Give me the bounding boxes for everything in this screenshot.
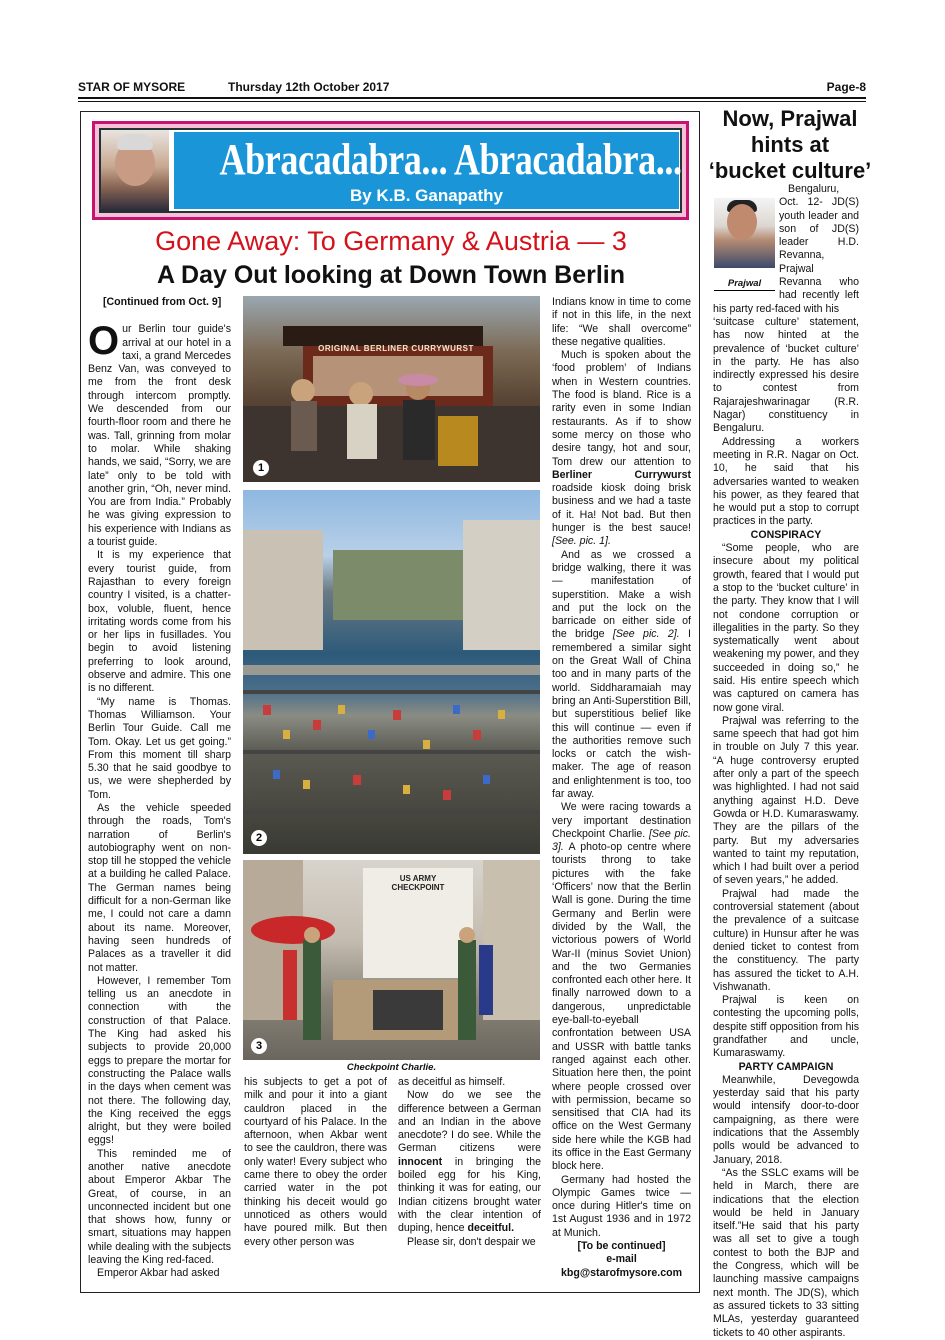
paragraph: Addressing a workers meeting in R.R. Nagar on Oct. 10, he said that his adversaries wanted to weaken his power, as they feared that he would put a stop to corrupt practices in the party. xyxy=(713,435,859,528)
photo-caption: Checkpoint Charlie. xyxy=(346,1062,437,1073)
author-portrait-hair xyxy=(117,134,153,150)
paragraph: Please sir, don't despair we xyxy=(407,1235,536,1248)
email-label: e-mail xyxy=(606,1253,637,1266)
column-title: Abracadabra... Abracadabra... xyxy=(219,135,682,184)
paragraph: Much is spoken about the ‘food problem’ of Indians when in Western countries. The food is bland. Rice is a rarity even in some Indian restaurants. As if to show some mercy on those who desire tangy, hot and sour, Tom drew our attention to Berliner Currywurst roadside kiosk doing brisk business and we had a taste of it. Ha! Not bad. But then hunger is the best sauce! [See. pic. 1]. xyxy=(552,349,691,548)
photo-number-badge: 3 xyxy=(251,1038,267,1054)
article-subheadline: A Day Out looking at Down Town Berlin xyxy=(156,261,626,289)
paragraph: Prajwal is keen on contesting the upcoming polls, despite stiff opposition from his grandfather and uncle, Kumaraswamy. xyxy=(713,994,859,1060)
sidebar-subhead: CONSPIRACY xyxy=(750,528,822,541)
author-email-link[interactable]: kbg@starofmysore.com xyxy=(560,1266,682,1279)
paragraph: We were racing towards a very important destination Checkpoint Charlie. [See pic. 3]. A photo-op centre where tourists throng to take pictures with the fake ‘Officers’ now that the Berlin Wall is gone. During the time Germany and Berlin were divided by the Wall, the victorious powers of World War-II (minus Soviet Union) and the two Germanies confronted each other here. It finally narrowed down to a dangerous, unpredictable eye-ball-to-eyeball confrontation between USA and USSR with battle tanks ranged against each other. Situation here then, the point where people crossed over with permission, became so sensitised that CIA had its office on the West Germany side here while the KGB had its office in the East Germany block here. xyxy=(552,801,691,1173)
photo-checkpoint-charlie xyxy=(243,860,540,1060)
article-column-2 xyxy=(244,1076,387,1286)
masthead-rule-thin xyxy=(78,101,866,102)
paragraph: And as we crossed a bridge walking, there it was — manifestation of superstition. Make a wish and put the lock on the barricade on either side of the bridge [See pic. 2]. I remembered a similar sight on the Great Wall of China too and in many parts of the world. Siddharamaiah may bring an Anti-Superstition Bill, but superstitious belief like this will continue — even if the authorities remove such locks or catch the wish-maker. The age of reason and enlightenment is too, too far away. xyxy=(552,548,691,800)
checkpoint-sign-text: US ARMY CHECKPOINT xyxy=(391,874,445,892)
byline: By K.B. Ganapathy xyxy=(349,186,504,205)
paragraph: Meanwhile, Devegowda yesterday said that his party would intensify door-to-door campaigning, as there were indications that the Assembly polls would be advanced to January, 2018. xyxy=(713,1073,859,1166)
sidebar-subhead: PARTY CAMPAIGN xyxy=(738,1060,834,1073)
masthead-rule xyxy=(78,97,866,99)
sidebar-headline-line1: Now, Prajwal xyxy=(722,106,858,131)
continued-note: [Continued from Oct. 9] xyxy=(103,296,222,308)
paragraph: “As the SSLC exams will be held in March, there are indications that the election would be held in January itself.”He said that his party was all set to give a tough contest to both the BJP and the Congress, which will be launching massive campaigns next month. The JD(S), which as assured tickets to 33 sitting MLAs, yesterday guaranteed tickets to 40 other aspirants. xyxy=(713,1166,859,1339)
paragraph: Now do we see the difference between a German and an Indian in the above anecdote? I do see. While the German citizens were innocent in bringing the boiled egg for his King, thinking it was for eating, our Indian citizens brought water with the clear intention of duping, hence deceitful. xyxy=(398,1089,541,1235)
masthead xyxy=(78,80,866,96)
paragraph: Indians know in time to come if not in this life, in the next life: “We shall overcome” these negative qualities. xyxy=(552,296,691,348)
paragraph: “My name is Thomas. Thomas Williamson. Your Berlin Tour Guide. Call me Tom. Okay. Let us get going.” From this moment till sharp 5.30 that he said goodbye to us, we were shepherded by Tom. xyxy=(88,695,231,801)
paragraph: ‘suitcase culture’ statement, has now hinted at the prevalence of ‘bucket culture’ in the party. He has also indirectly expressed his desire to contest from Rajarajeshwarinagar (R.R. Nagar) constituency in Bengaluru. xyxy=(713,315,859,435)
issue-date: Thursday 12th October 2017 xyxy=(228,80,390,94)
article-column-3 xyxy=(398,1076,541,1286)
photo-wrap-spacer xyxy=(713,183,779,295)
paragraph: Bengaluru, Oct. 12- JD(S) youth leader and son of JD(S) leader H.D. Revanna, Prajwal Revanna who had recently left his party red-faced with his xyxy=(713,183,859,315)
paragraph: “Some people, who are insecure about my political growth, feared that I would put a stop to the ‘bucket culture’ in the party. They know that I will not condone corruption or illegalities in the party. So they systematically went about weakening my power, and they succeeded in doing so,” he said. His entire speech which was captured on camera has now gone viral. xyxy=(713,542,859,714)
bridge-illustration xyxy=(243,490,540,854)
article-column-1 xyxy=(88,296,231,1286)
kiosk-illustration xyxy=(243,296,540,482)
sidebar-headline-line3: ‘bucket culture’ xyxy=(708,158,872,183)
photo-number-badge: 2 xyxy=(251,830,267,846)
paragraph: It is my experience that every tourist guide, from Rajasthan to every foreign country I visited, is a chatter-box, voluble, fluent, hence irritating words come from his or her lips in fusillades. You begin to avoid listening preferring to look around, observe and admire. This one is no different. xyxy=(88,549,231,695)
article-column-4 xyxy=(552,296,691,1286)
paragraph: Prajwal had made the controversial statement (about the prevalence of a suitcase culture) in Hunsur after he was denied ticket to contest from the constituency. The party has assured the ticket to A.H. Vishwanath. xyxy=(713,887,859,993)
photo-love-locks-bridge xyxy=(243,490,540,854)
article-headline: Gone Away: To Germany & Austria — 3 xyxy=(155,226,627,256)
paragraph: his subjects to get a pot of milk and pour it into a giant cauldron placed in the courtyard of his Palace. In the afternoon, when Akbar went to see the cauldron, there was only water! Every subject who came there to obey the order carried water in the pot thinking his deceit would go unnoticed as others would have poured milk. But then every other person was xyxy=(244,1076,387,1248)
paragraph: Our Berlin tour guide's arrival at our hotel in a taxi, a grand Mercedes Benz Van, was conveyed to me from the front desk through intercom promptly. We descended from our fourth-floor room and there he was. Tall, grinning from molar to molar. While shaking hands, we said, “Sorry, we are late” only to be told with another grin, “Oh, never mind. You are from India.” Probably he was giving expression to his experience with Indians as a tourist guide. xyxy=(88,319,231,549)
photo-number-badge: 1 xyxy=(253,460,269,476)
sidebar-headline xyxy=(708,106,872,184)
paragraph: Germany had hosted the Olympic Games twice — once during Hitler's time on 1st August 1936 and in 1972 at Munich. xyxy=(552,1173,691,1239)
paragraph: This reminded me of another native anecdote about Emperor Akbar The Great, of course, in an unconnected incident but one that shows how, funny or smart, situations may happen while dealing with the subjects leaving the King red-faced. xyxy=(88,1147,231,1267)
to-be-continued: [To be continued] xyxy=(577,1240,666,1253)
photo-currywurst-kiosk xyxy=(243,296,540,482)
prajwal-photo-caption: Prajwal xyxy=(714,278,775,291)
paragraph: Emperor Akbar had asked xyxy=(97,1267,220,1280)
paragraph: However, I remember Tom telling us an anecdote in connection with the construction of that Palace. The King had asked his subjects to provide 20,000 eggs to prepare the mortar for constructing the Palace walls in the days when cement was not there. The following day, the King received the eggs alright, but they were boiled eggs! xyxy=(88,974,231,1147)
kiosk-sign-text: ORIGINAL BERLINER CURRYWURST xyxy=(318,344,474,353)
paragraph: as deceitful as himself. xyxy=(398,1076,506,1088)
sidebar-body xyxy=(713,183,859,1339)
paragraph: Prajwal was referring to the same speech that had got him in trouble on July 7 this year. “A huge controversy erupted after only a part of the speech was highlighted. I had not said anything against H.D. Deve Gowda or H.D. Kumaraswamy. They are the pillars of the party. But my adversaries wanted to taint my reputation, which I had built over a period of seven years,” he added. xyxy=(713,714,859,887)
page-number: Page-8 xyxy=(826,80,866,94)
paragraph: As the vehicle speeded through the roads, Tom's narration of Berlin's autobiography went on non-stop till he stopped the vehicle at a building he called Palace. The German names being difficult for a non-German like me, I could not care a damn about its name. Moreover, having seen hundreds of Palaces as a traveller it did not matter. xyxy=(88,801,231,974)
sidebar-headline-line2: hints at xyxy=(750,132,830,157)
publication-name: STAR OF MYSORE xyxy=(78,80,186,94)
drop-cap: O xyxy=(88,319,120,364)
